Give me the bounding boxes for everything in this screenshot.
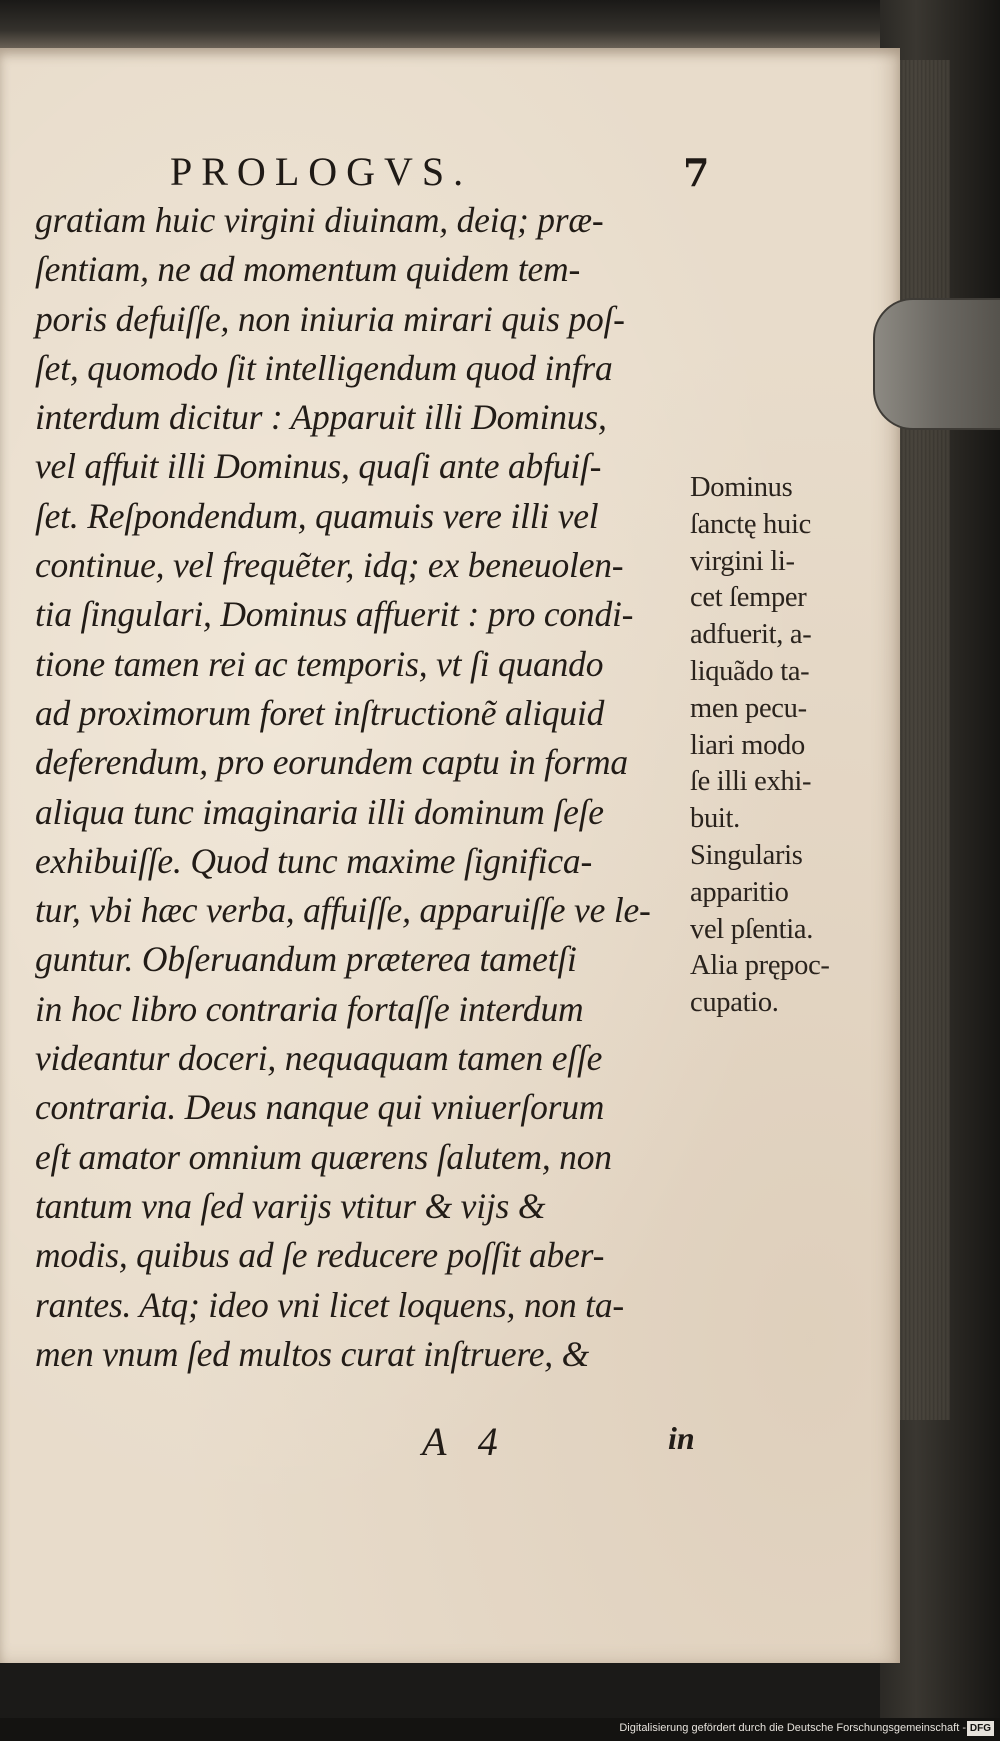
margin-note-line: Singularis — [690, 839, 803, 871]
margin-note-line: liari modo — [690, 729, 805, 761]
margin-note-line: ſe illi exhi- — [690, 766, 812, 798]
text-line: continue, vel frequẽter, idq; ex beneuolen- — [35, 545, 624, 586]
page-header — [0, 148, 900, 198]
main-text-block — [35, 196, 695, 1379]
text-line: poris defuiſſe, non iniuria mirari quis poſ- — [35, 298, 625, 339]
text-line: tia ſingulari, Dominus affuerit : pro condi- — [35, 594, 634, 635]
text-line: ſet, quomodo ſit intelligendum quod infra — [35, 347, 613, 388]
text-line: modis, quibus ad ſe reducere poſſit aber- — [35, 1235, 605, 1276]
digitization-credit-bar — [0, 1718, 1000, 1741]
credit-text: Digitalisierung gefördert durch die Deutsche Forschungsgemeinschaft - — [619, 1722, 966, 1734]
text-line: videantur doceri, nequaquam tamen eſſe — [35, 1038, 603, 1079]
text-line: tur, vbi hæc verba, affuiſſe, apparuiſſe ve le- — [35, 890, 651, 931]
text-line: contraria. Deus nanque qui vniuerſorum — [35, 1087, 605, 1128]
dfg-logo: DFG — [967, 1721, 994, 1736]
text-line: tantum vna ſed varijs vtitur & vijs & — [35, 1185, 546, 1226]
margin-note-line: cupatio. — [690, 987, 779, 1019]
margin-note-line: adfuerit, a- — [690, 619, 812, 651]
text-line: ad proximorum foret inſtructionẽ aliquid — [35, 692, 605, 733]
text-line: ſentiam, ne ad momentum quidem tem- — [35, 249, 581, 290]
book-clasp — [873, 298, 1000, 430]
text-line: interdum dicitur : Apparuit illi Dominus, — [35, 397, 607, 438]
text-line: tione tamen rei ac temporis, vt ſi quando — [35, 643, 604, 684]
text-line: men vnum ſed multos curat inſtruere, & — [35, 1333, 590, 1374]
text-line: gratiam huic virgini diuinam, deiq; præ- — [35, 200, 604, 240]
text-line: vel affuit illi Dominus, quaſi ante abfuiſ- — [35, 446, 602, 487]
text-line: deferendum, pro eorundem captu in forma — [35, 742, 628, 783]
page-number: 7 — [683, 150, 710, 195]
margin-note-line: ſanctę huic — [690, 508, 811, 540]
margin-note-line: cet ſemper — [690, 582, 807, 614]
margin-note-line: buit. — [690, 803, 740, 835]
margin-note-line: liquãdo ta- — [690, 655, 810, 687]
margin-note-line: Alia prępoc- — [690, 950, 830, 982]
text-line: in hoc libro contraria fortaſſe interdum — [35, 988, 584, 1029]
margin-note-line: Dominus — [690, 472, 793, 503]
signature-mark: A 4 — [422, 1419, 498, 1464]
margin-note-line: men pecu- — [690, 692, 807, 724]
margin-note-line: apparitio — [690, 876, 789, 908]
text-line: guntur. Obſeruandum præterea tametſi — [35, 939, 577, 980]
margin-note-line: vel pſentia. — [690, 913, 814, 945]
marginal-notes — [690, 470, 890, 1022]
text-line: aliqua tunc imaginaria illi dominum ſeſe — [35, 791, 604, 832]
running-title: PROLOGVS. — [170, 149, 473, 194]
text-line: ſet. Reſpondendum, quamuis vere illi vel — [35, 495, 599, 536]
text-line: eſt amator omnium quærens ſalutem, non — [35, 1136, 612, 1177]
page-footer — [0, 1418, 900, 1478]
margin-note-line: virgini li- — [690, 545, 795, 577]
book-top-edge — [0, 0, 900, 50]
text-line: rantes. Atq; ideo vni licet loquens, non ta- — [35, 1284, 625, 1325]
catchword: in — [668, 1420, 695, 1456]
text-line: exhibuiſſe. Quod tunc maxime ſignifica- — [35, 840, 593, 881]
